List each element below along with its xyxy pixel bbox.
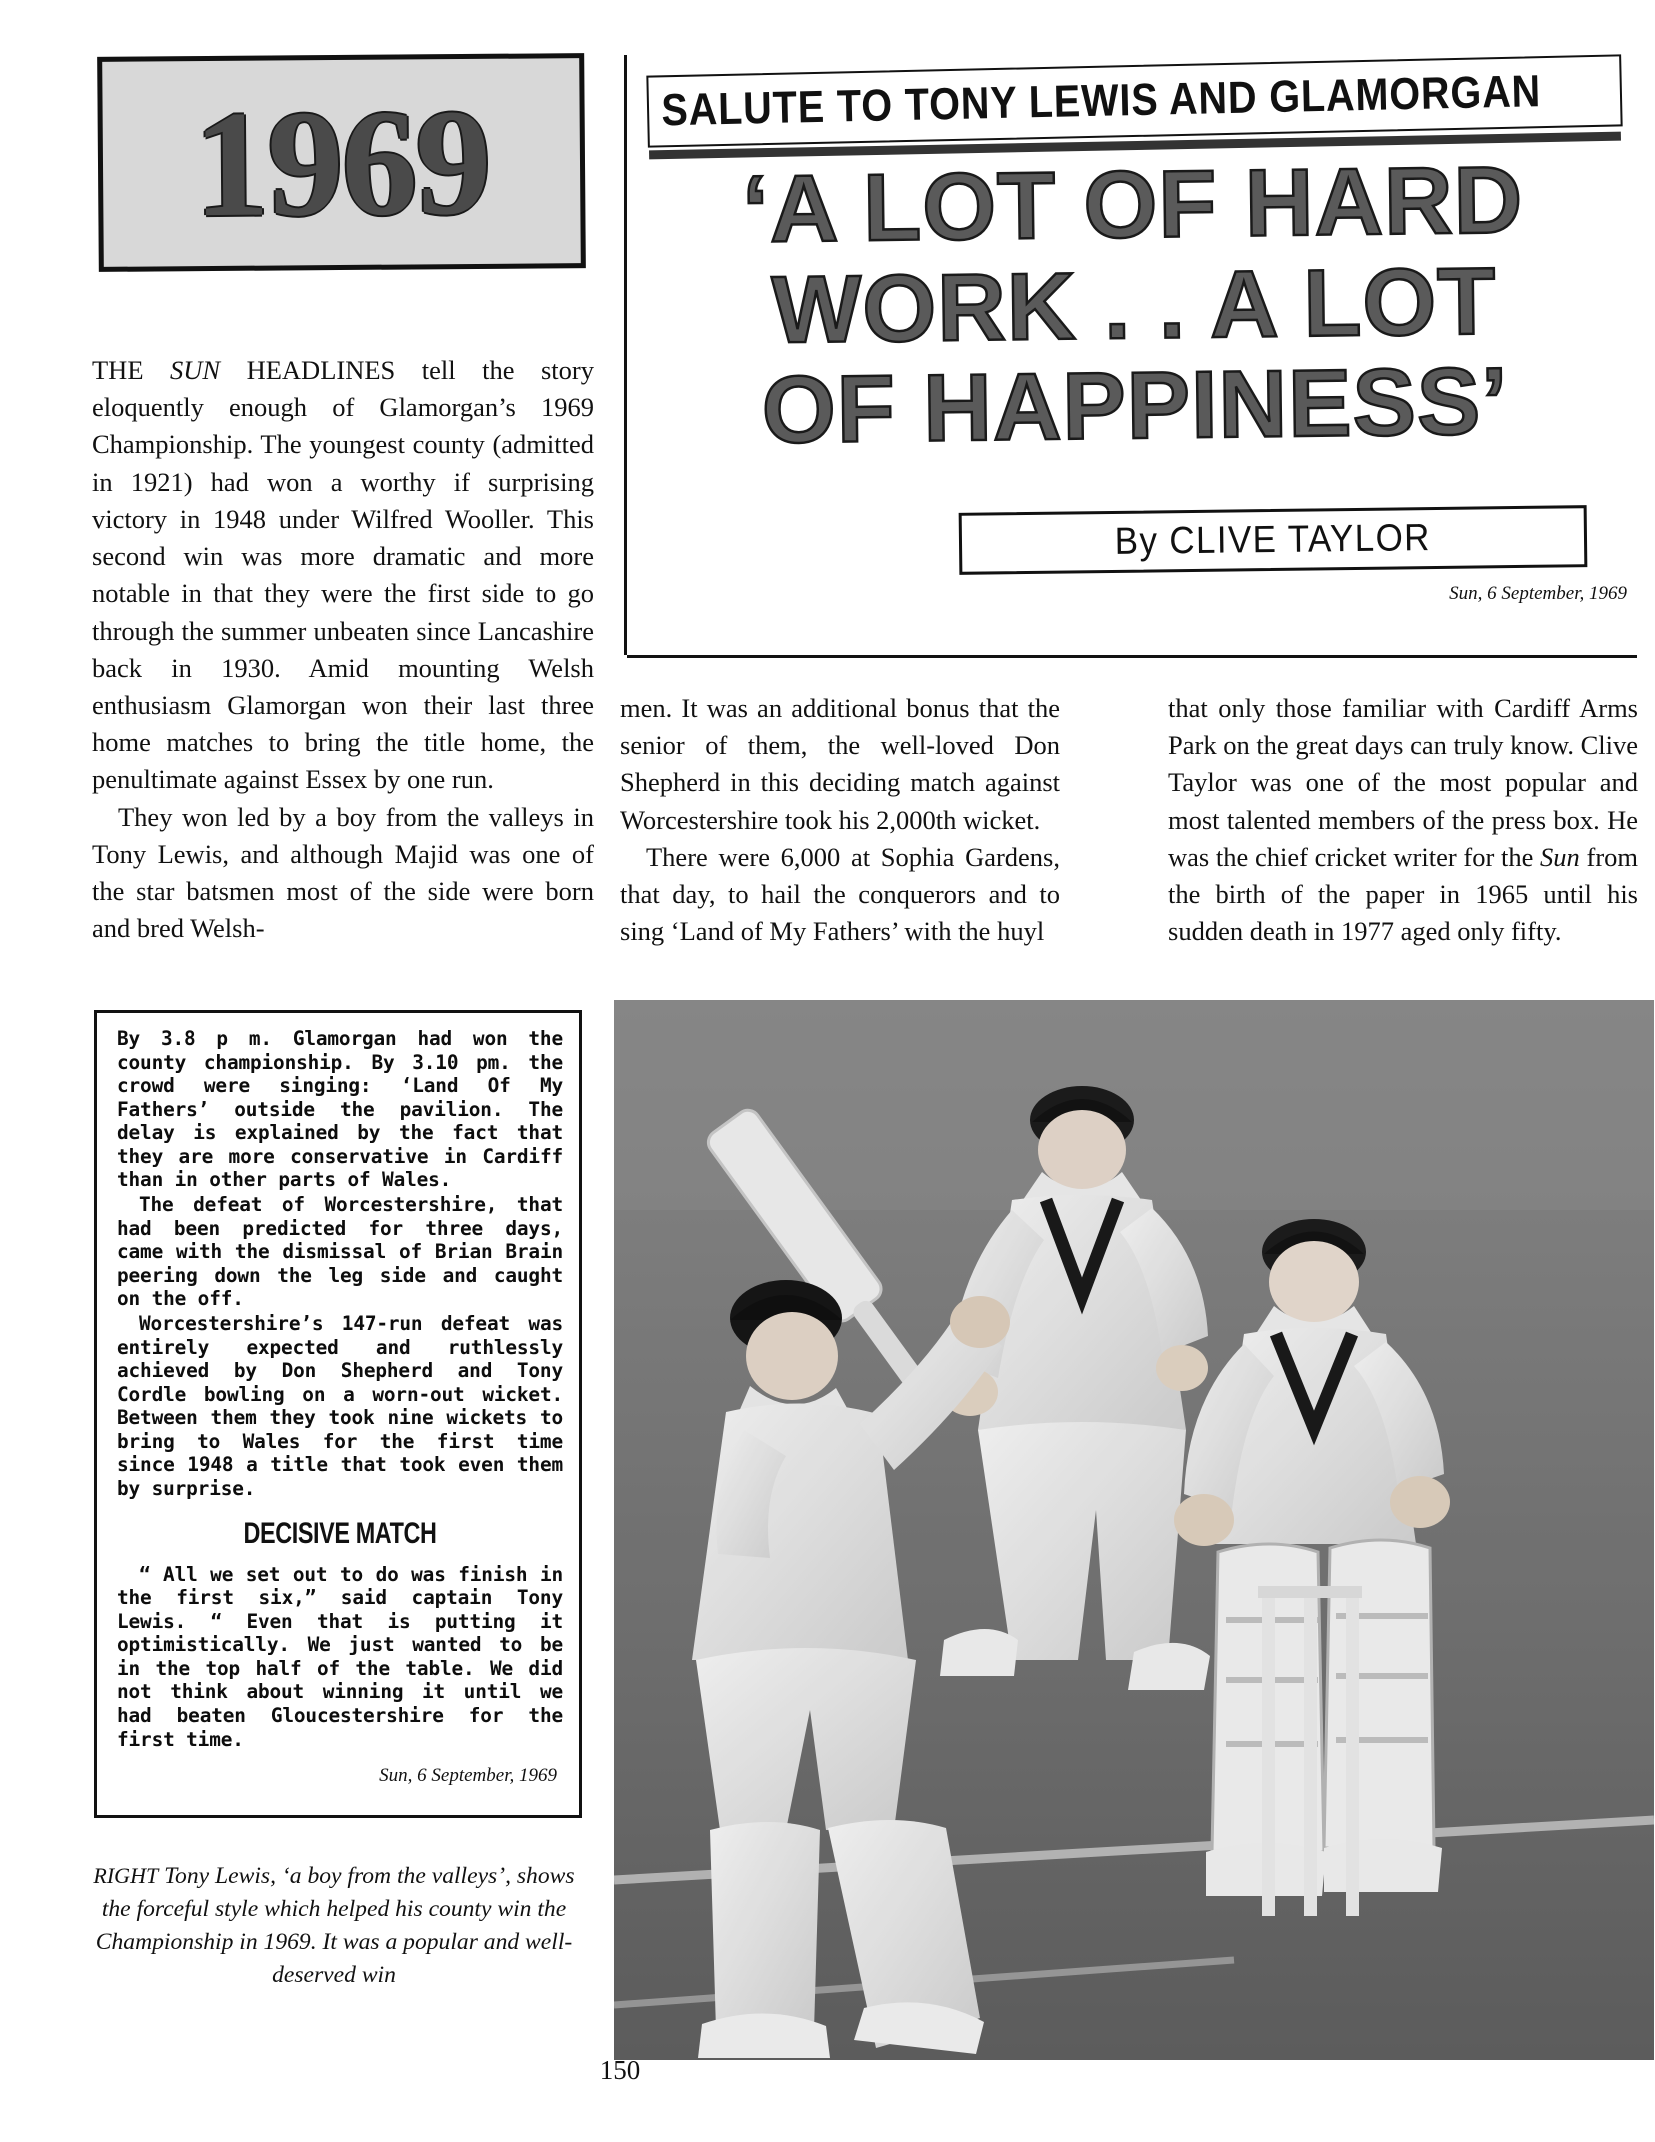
intro-paragraph-1 [92, 352, 594, 799]
year-label: 1969 [192, 77, 491, 248]
right-column [1168, 690, 1638, 990]
intro-paragraph-1-rest: HEADLINES tell the story eloquently enough of Glamorgan’s 1969 Championship. The youngest county (admitted in 1921) had won a worthy if surprising victory in 1948 under Wilfred Wooller. This second win was more dramatic and more notable in that they were the first side to go through the summer unbeaten since Lancashire back in 1930. Amid mounting Welsh enthusiasm Glamorgan won their last three home matches to bring the title home, the penultimate against Essex by one run. [92, 355, 594, 795]
right-paragraph-1 [1168, 690, 1638, 951]
headline-panel [624, 55, 1637, 655]
main-headline [637, 149, 1631, 463]
middle-paragraph-2: There were 6,000 at Sophia Gardens, that day, to hail the conquerors and to sing ‘Land of My Fathers’ with the huyl [620, 841, 1060, 947]
byline-box [959, 505, 1588, 575]
clipping-quote-paragraph: “ All we set out to do was finish in the first six,” said captain Tony Lewis. “ Even that is putting it optimistically. We just wanted to be in the top half of the table. We did not think about winning it until we had beaten Gloucestershire for the first time. [117, 1562, 563, 1751]
caption-position-label: RIGHT [93, 1863, 159, 1888]
caption-text: Tony Lewis, ‘a boy from the valleys’, shows the forceful style which helped his county win the Championship in 1969. It was a popular and well-deserved win [95, 1863, 575, 1989]
middle-column [620, 690, 1060, 951]
photograph-illustration [614, 1000, 1654, 2060]
headline-credit: Sun, 6 September, 1969 [1449, 583, 1627, 604]
photo-caption [88, 1860, 580, 1992]
clipping-credit: Sun, 6 September, 1969 [379, 1765, 557, 1787]
newspaper-clipping-box [94, 1010, 582, 1818]
byline-text: By CLIVE TAYLOR [1114, 516, 1432, 563]
headline-line-1: ‘A LOT OF HARD [741, 147, 1524, 263]
intro-lead-italic: SUN [170, 355, 221, 385]
right-paragraph-1-b: from the birth of the paper in 1965 until his sudden death in 1977 aged only fifty. [1168, 841, 1638, 947]
clipping-paragraph-3: Worcestershire’s 147-run defeat was entirely expected and ruthlessly achieved by Don Shepherd and Tony Cordle bowling on a worn-out wicket. Between them they took nine wickets to bring to Wales for the first time since 1948 a title that took even them by surprise. [117, 1311, 563, 1500]
page-number: 150 [599, 2055, 641, 2085]
intro-lead-smallcaps: THE [92, 355, 171, 385]
year-badge [97, 53, 586, 272]
intro-paragraph-2: They won led by a boy from the valleys in Tony Lewis, and although Majid was one of the star batsmen most of the side were born and bred Welsh- [92, 801, 594, 944]
cricket-photograph [614, 1000, 1654, 2060]
right-paragraph-1-italic: Sun [1540, 841, 1580, 872]
clipping-content [97, 1013, 579, 1797]
kicker-text: SALUTE TO TONY LEWIS AND GLAMORGAN [660, 65, 1542, 136]
panel-bottom-rule [627, 655, 1637, 658]
headline-line-2: WORK . . A LOT [771, 248, 1497, 364]
intro-column [92, 352, 594, 948]
headline-line-3: OF HAPPINESS’ [761, 348, 1510, 464]
middle-paragraph-1: men. It was an additional bonus that the senior of them, the well-loved Don Shepherd in this deciding match against Worcestershire took his 2,000th wicket. [620, 693, 1060, 835]
clipping-subheading: DECISIVE MATCH [243, 1516, 437, 1550]
clipping-paragraph-2: The defeat of Worcestershire, that had been predicted for three days, came with the dismissal of Brian Brain peering down the leg side and caught on the off. [117, 1193, 563, 1311]
clipping-paragraph-1: By 3.8 p m. Glamorgan had won the county championship. By 3.10 pm. the crowd were singing: ‘Land Of My Fathers’ outside the pavilion. The delay is explained by the fact that they are more conservative in Cardiff than in other parts of Wales. [117, 1027, 563, 1192]
right-paragraph-1-a: that only those familiar with Cardiff Arms Park on the great days can truly know. Clive Taylor was one of the most popular and most talented members of the press box. He was the chief cricket writer for the [1168, 693, 1638, 872]
